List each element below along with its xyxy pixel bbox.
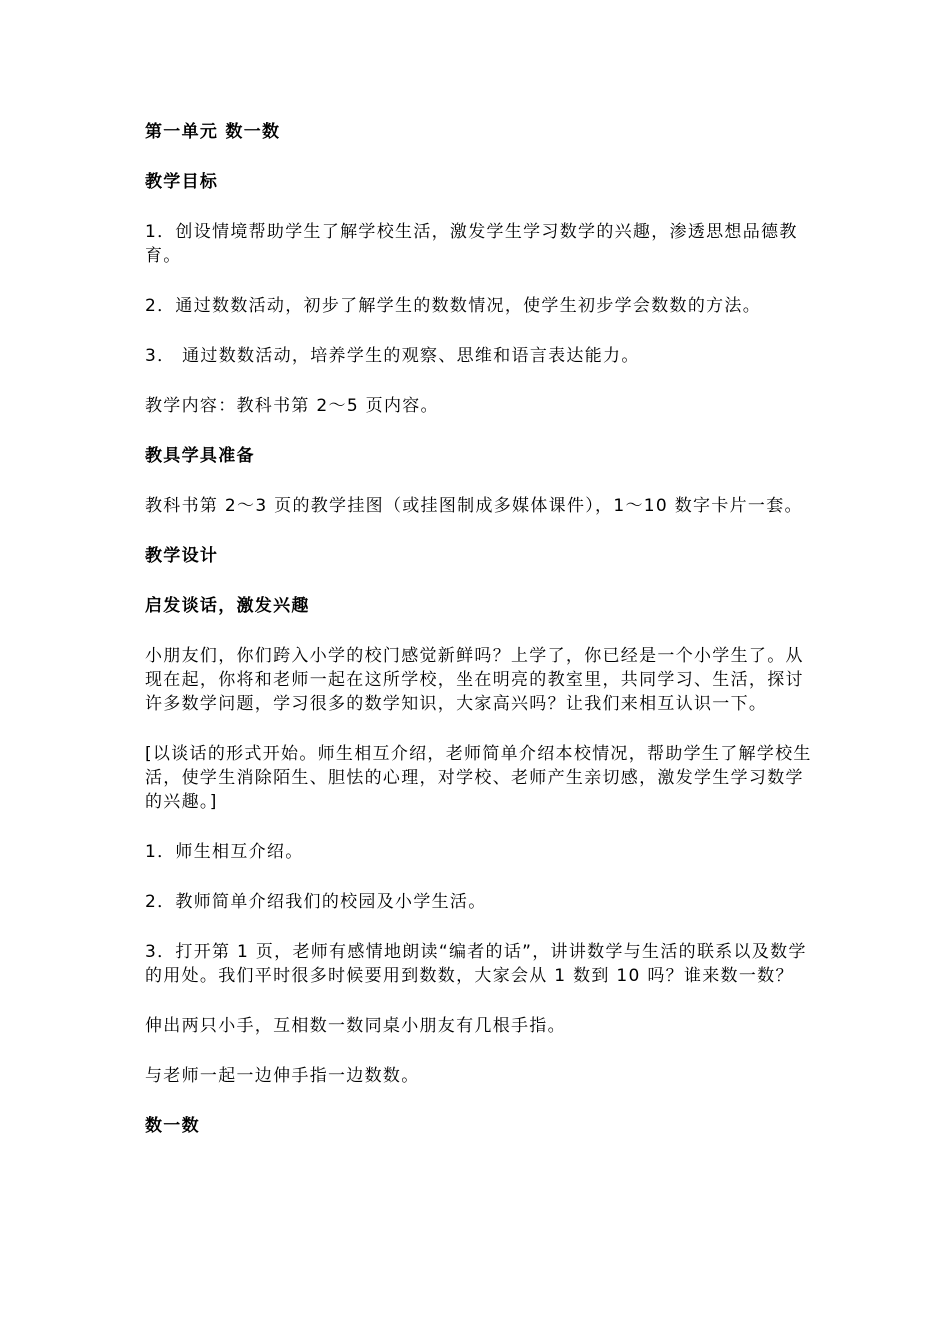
document-page — [145, 120, 815, 1138]
count-heading: 数一数 — [145, 1116, 200, 1136]
objectives-heading: 教学目标 — [145, 172, 219, 192]
design-heading: 教学设计 — [145, 546, 219, 566]
activity-2: 与老师一起一边伸手指一边数数。 — [145, 1066, 420, 1086]
materials-heading: 教具学具准备 — [145, 446, 255, 466]
objective-1: 1．创设情境帮助学生了解学校生活，激发学生学习数学的兴趣，渗透思想品德教育。 — [145, 222, 798, 266]
step-2: 2．教师简单介绍我们的校园及小学生活。 — [145, 892, 487, 912]
teaching-content: 教学内容：教科书第 2～5 页内容。 — [145, 396, 439, 416]
step-3: 3．打开第 1 页，老师有感情地朗读“编者的话”，讲讲数学与生活的联系以及数学的用处。我们平时很多时候要用到数数，大家会从 1 数到 10 吗？谁来数一数？ — [145, 942, 807, 986]
step-1: 1．师生相互介绍。 — [145, 842, 304, 862]
intro-heading: 启发谈话，激发兴趣 — [145, 596, 310, 616]
materials-text: 教科书第 2～3 页的教学挂图（或挂图制成多媒体课件），1～10 数字卡片一套。 — [145, 496, 803, 516]
intro-note: [以谈话的形式开始。师生相互介绍，老师简单介绍本校情况，帮助学生了解学校生活，使学生消除陌生、胆怯的心理，对学校、老师产生亲切感，激发学生学习数学的兴趣。] — [145, 744, 812, 812]
objective-2: 2．通过数数活动，初步了解学生的数数情况，使学生初步学会数数的方法。 — [145, 296, 762, 316]
activity-1: 伸出两只小手，互相数一数同桌小朋友有几根手指。 — [145, 1016, 566, 1036]
intro-text: 小朋友们，你们跨入小学的校门感觉新鲜吗？上学了，你已经是一个小学生了。从现在起，你将和老师一起在这所学校，坐在明亮的教室里，共同学习、生活，探讨许多数学问题，学习很多的数学知识，大家高兴吗？让我们来相互认识一下。 — [145, 646, 804, 714]
objective-3: 3． 通过数数活动，培养学生的观察、思维和语言表达能力。 — [145, 346, 640, 366]
unit-title: 第一单元 数一数 — [145, 122, 281, 142]
